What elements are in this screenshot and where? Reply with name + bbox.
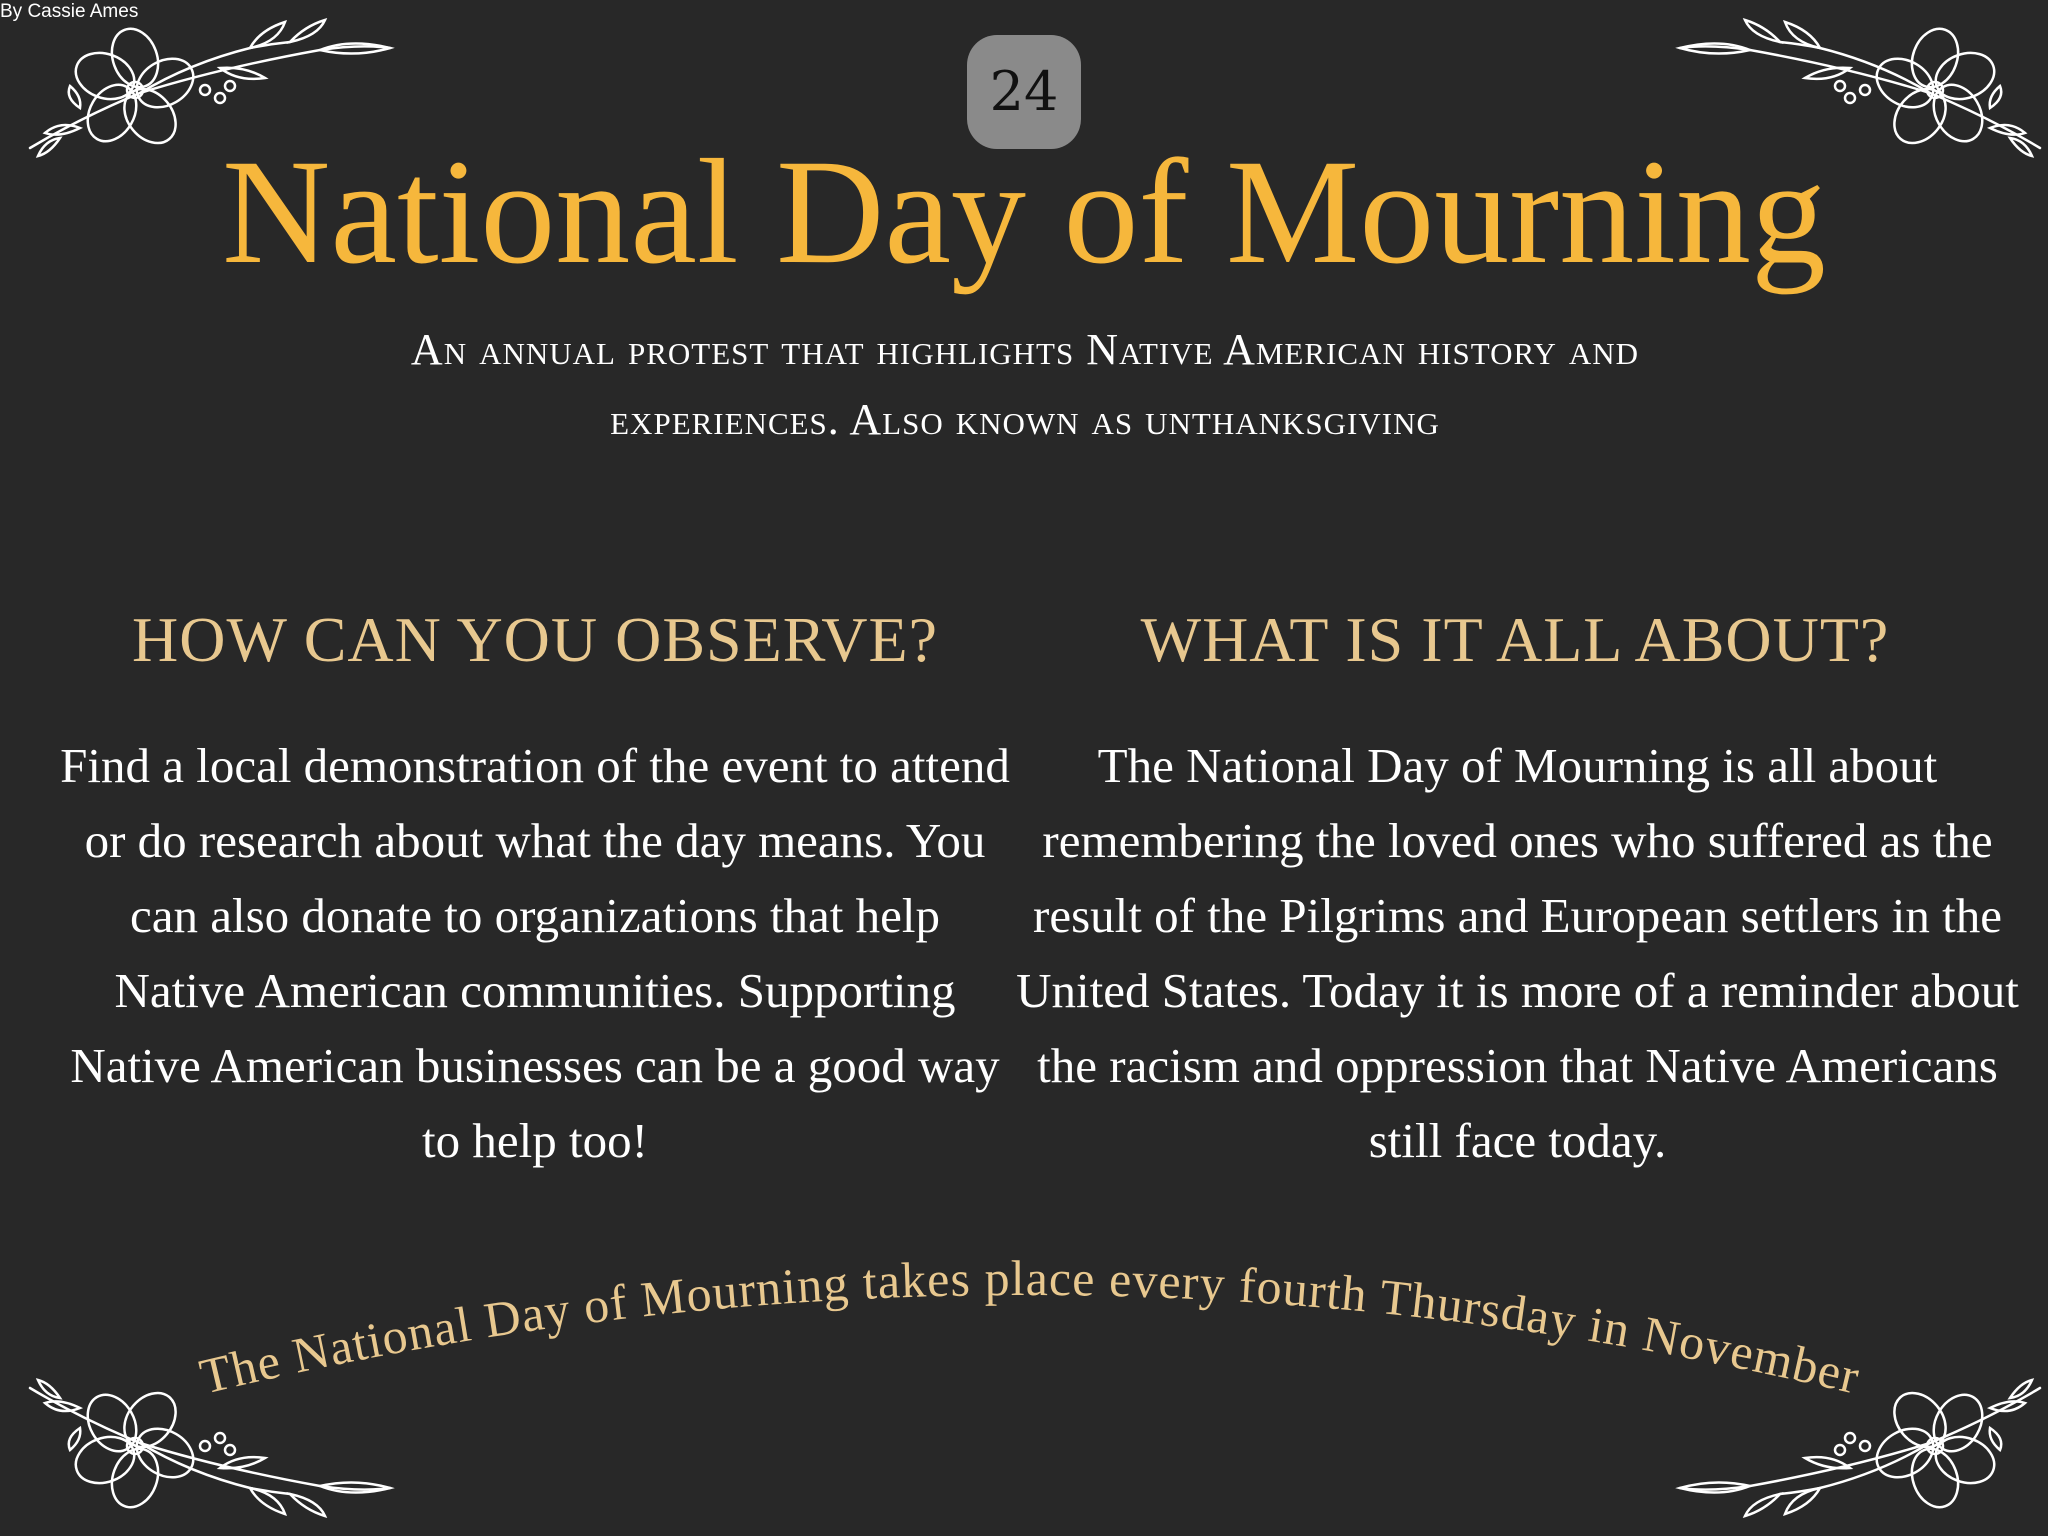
about-body: The National Day of Mourning is all about remembering the loved ones who suffered as the result of the Pilgrims and European settlers in the United States. Today it is more of a reminder about the racism and oppression that Native Americans still face today. bbox=[1016, 738, 2019, 1168]
footer-arc bbox=[0, 1230, 2048, 1430]
svg-text:The National Day of Mourning t bbox=[194, 1250, 1865, 1405]
about-heading: WHAT IS IT ALL ABOUT? bbox=[1140, 604, 1890, 675]
observe-body: Find a local demonstration of the event to attend or do research about what the day means. You can also donate to organizations that help Native American communities. Supporting Native American businesses can be a good way to help too! bbox=[60, 738, 1010, 1168]
page-title: National Day of Mourning bbox=[222, 129, 1826, 295]
author-byline: By Cassie Ames bbox=[0, 1, 139, 22]
page-subtitle: An annual protest that highlights Native American history and experiences. Also known as unthanksgiving bbox=[410, 325, 1640, 444]
footer-text: The National Day of Mourning takes place every fourth Thursday in November bbox=[194, 1249, 1866, 1405]
observe-heading: HOW CAN YOU OBSERVE? bbox=[132, 604, 938, 675]
page-number-badge: 24 bbox=[967, 35, 1081, 149]
